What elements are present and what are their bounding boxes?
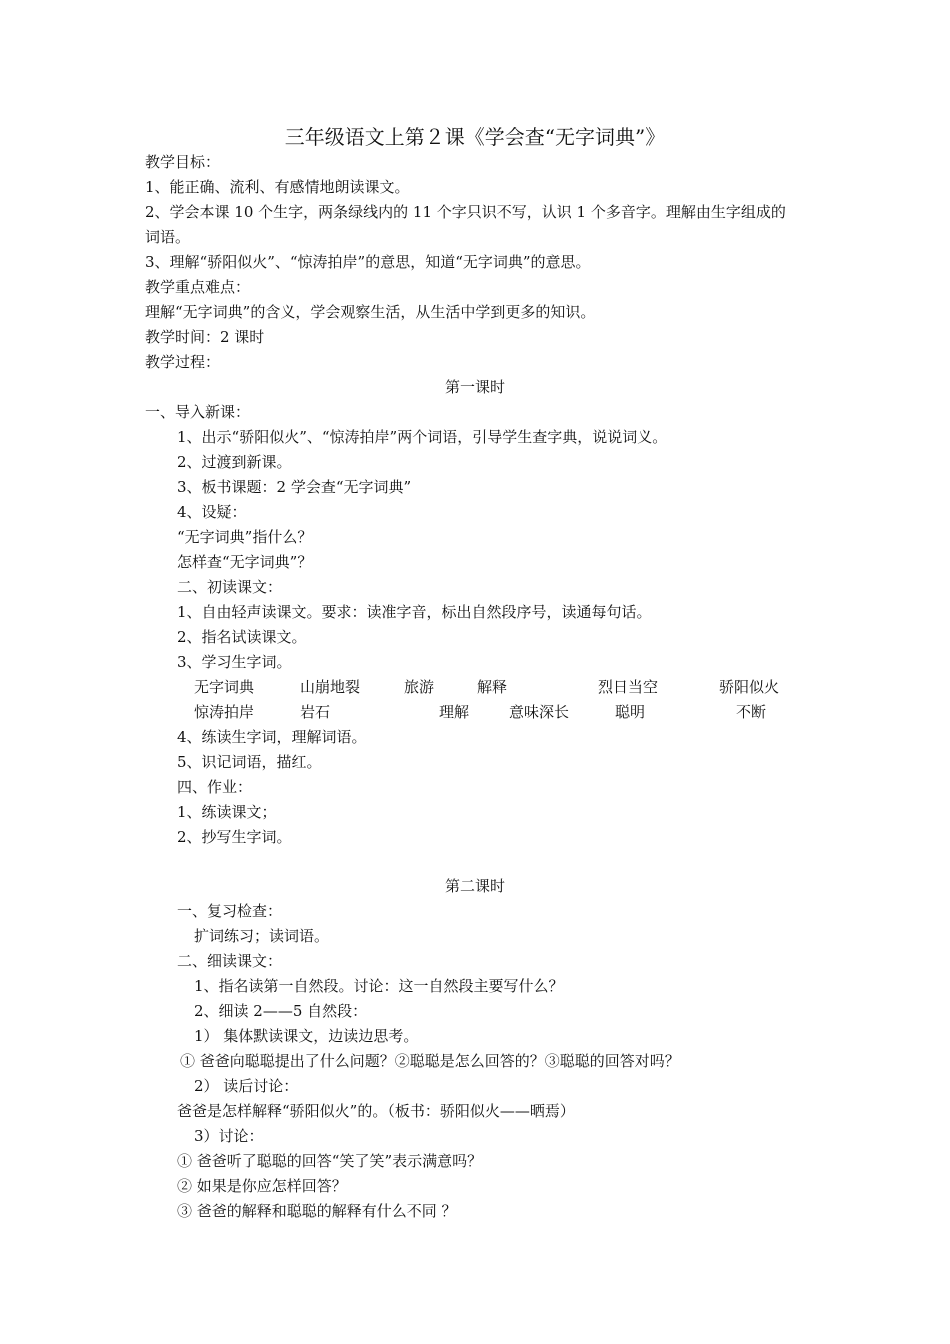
detail-questions: ① 爸爸向聪聪提出了什么问题？②聪聪是怎么回答的？③聪聪的回答对吗？ xyxy=(180,1052,680,1070)
goal-item-2: 2、学会本课 10 个生字，两条绿线内的 11 个字只识不写，认识 1 个多音字。理解由生字组成的 xyxy=(145,203,786,221)
vocab-word: 岩石 xyxy=(300,703,331,721)
intro-heading: 一、导入新课： xyxy=(145,403,251,421)
homework-item-2: 2、抄写生字词。 xyxy=(177,828,292,846)
vocab-word: 解释 xyxy=(477,678,508,696)
vocab-word: 旅游 xyxy=(404,678,435,696)
detail-sub-3: 3）讨论： xyxy=(194,1127,264,1145)
intro-question-2: 怎样查“无字词典”？ xyxy=(177,553,313,571)
detail-sub-2: 2） 读后讨论： xyxy=(194,1077,299,1095)
document-title: 三年级语文上第２课《学会查“无字词典”》 xyxy=(284,125,666,149)
homework-item-1: 1、练读课文； xyxy=(177,803,277,821)
detail-heading: 二、细读课文： xyxy=(177,952,283,970)
vocab-word: 聪明 xyxy=(615,703,646,721)
vocab-word: 意味深长 xyxy=(509,703,570,721)
goal-item-3: 3、理解“骄阳似火”、“惊涛拍岸”的意思，知道“无字词典”的意思。 xyxy=(145,253,591,271)
keypoints-heading: 教学重点难点： xyxy=(145,278,251,296)
discussion-question-2: ② 如果是你应怎样回答？ xyxy=(177,1177,347,1195)
vocab-word: 无字词典 xyxy=(194,678,255,696)
read-item-2: 2、指名试读课文。 xyxy=(177,628,307,646)
review-heading: 一、复习检查： xyxy=(177,902,283,920)
read-item-4: 4、练读生字词，理解词语。 xyxy=(177,728,367,746)
intro-item-2: 2、过渡到新课。 xyxy=(177,453,292,471)
goals-heading: 教学目标： xyxy=(145,153,221,171)
vocab-word: 理解 xyxy=(439,703,470,721)
read-item-5: 5、识记词语，描红。 xyxy=(177,753,322,771)
homework-heading: 四、作业： xyxy=(177,778,253,796)
detail-sub-1: 1） 集体默读课文，边读边思考。 xyxy=(194,1027,419,1045)
lesson1-heading: 第一课时 xyxy=(444,378,505,396)
discussion-question-3: ③ 爸爸的解释和聪聪的解释有什么不同 ？ xyxy=(177,1202,457,1220)
process-heading: 教学过程： xyxy=(145,353,221,371)
review-text: 扩词练习；读词语。 xyxy=(194,927,330,945)
read-item-1: 1、自由轻声读课文。要求：读准字音，标出自然段序号，读通每句话。 xyxy=(177,603,652,621)
vocab-word: 烈日当空 xyxy=(598,678,659,696)
keypoints-text: 理解“无字词典”的含义，学会观察生活，从生活中学到更多的知识。 xyxy=(145,303,596,321)
intro-item-4: 4、设疑： xyxy=(177,503,247,521)
read-item-3: 3、学习生字词。 xyxy=(177,653,292,671)
intro-question-1: “无字词典”指什么？ xyxy=(177,528,313,546)
read-heading: 二、初读课文： xyxy=(177,578,283,596)
goal-item-1: 1、能正确、流利、有感情地朗读课文。 xyxy=(145,178,410,196)
vocab-word: 骄阳似火 xyxy=(719,678,780,696)
discussion-question-1: ① 爸爸听了聪聪的回答“笑了笑”表示满意吗？ xyxy=(177,1152,483,1170)
intro-item-3: 3、板书课题：2 学会查“无字词典” xyxy=(177,478,412,496)
detail-explain: 爸爸是怎样解释“骄阳似火”的。（板书：骄阳似火——晒焉） xyxy=(177,1102,575,1120)
lesson2-heading: 第二课时 xyxy=(444,877,505,895)
vocab-word: 山崩地裂 xyxy=(300,678,361,696)
vocab-word: 惊涛拍岸 xyxy=(194,703,255,721)
detail-item-2: 2、细读 2——5 自然段： xyxy=(194,1002,368,1020)
goal-item-2-continued: 词语。 xyxy=(145,228,191,246)
intro-item-1: 1、出示“骄阳似火”、“惊涛拍岸”两个词语，引导学生查字典，说说词义。 xyxy=(177,428,668,446)
vocab-word: 不断 xyxy=(736,703,767,721)
teaching-time: 教学时间：2 课时 xyxy=(145,328,265,346)
detail-item-1: 1、指名读第一自然段。讨论：这一自然段主要写什么？ xyxy=(194,977,564,995)
